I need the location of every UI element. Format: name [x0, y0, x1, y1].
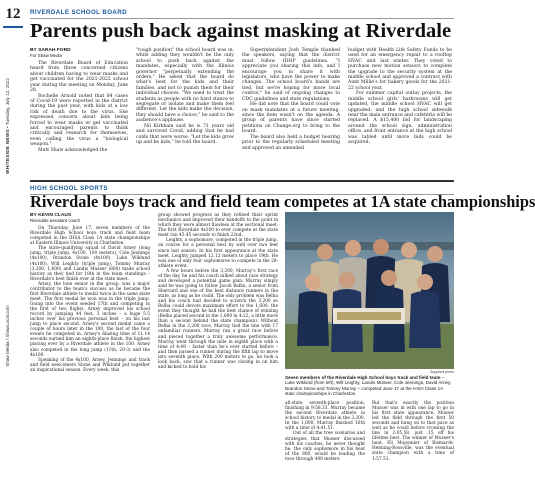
- story2-paragraph: all-state seventh-place position, finishing in 9:58.33. Murray became the second Riverdale athlete in school history to medal in the 3,200. In the 1,600, Murray finished 16th with a time of 4:41.51.: [285, 401, 365, 432]
- story1-paragraph: Superintendent Josh Temple thanked the speakers, saying that the district must follow IDHP guidelines. "I appreciate you sharing this info, and I encourage you to share it with legislators, who have the power to make changes. The school board's hands are tied, but we're hoping for more local control," he said of ongoing changes to CDC guidelines and state regulations.: [242, 48, 340, 102]
- story1-paragraph: "tough position" the school board was in, while adding they wouldn't be the only school to push back against the mandates, especially with the Illinois governor "perpetually extending the orders." He asked that the board do what's best for the kids and their families, and not to punish them for their individual choices. "We need to treat the students as people with no hard stance to segregate or isolate and make them feel different. Let the kids make the decision, they should have a choice," he said to the audience's applause.: [136, 48, 234, 124]
- team-photo-image: [285, 212, 454, 369]
- story2-byline: BY KEVIN CLAUS: [30, 213, 72, 218]
- story2-paragraph: Leighty, a sophomore, competed in the triple jump, on course for a personal best by well over two feet since last season. In his first appearance at the state meet, Leighty jumped 12.12 meters to place 19th. He was one of only four sophomores to compete in the 28-athlete event.: [158, 238, 278, 269]
- story2-headline: Riverdale boys track and field team competes at 1A state championships: [30, 192, 535, 211]
- story1-paragraph: Matt Shaw acknowledged the: [38, 147, 108, 153]
- team-photo: [285, 212, 454, 369]
- story1-paragraph: For summer capital outlay projects, the middle school girls' bathrooms will get updated, the middle school HVAC will get upgraded, and the high school sidewalk near the main entrance and cafeteria will be replaced. A $15,400 bid for landscaping around the school sign, administration office, and front entrance at the high school was tabled until more bids could be acquired.: [348, 91, 452, 146]
- story2-paragraph: But that's exactly the position Musser was in with one lap to go in his first state appearance. Musser led the field through the first 50 seconds and hung on to that pace as well as he could before crossing the line in 2:05.58, just .15 off his lifetime best. The winner of Musser's heat, Eli Mojonnier of Bismarck-Henning-Rossville, was the eventual state champion with a time of 1:57.51.: [372, 401, 454, 462]
- story1-paragraph: He did note that the board could vote on mask mandates at a future meeting, since the item wasn't on the agenda. A group of parents have since started petitions on Change.org to bring to the board.: [242, 102, 340, 135]
- page-number-rule: [3, 26, 23, 28]
- story2-byline-staff: Riverdale assistant coach: [30, 218, 81, 223]
- story2-paragraph: A few hours before the 3,200, Murray's first race of the day, he and his coach talked about race strategy and developed a potential game plan. Murray simply said he was going to follow Jacob Belha, a senior from Sherrard and one of the best distance runners in the state, as long as he could. The only problem was Belha and his coach had decided to scratch the 3,200 so Belha could devote maximum effort to the 1,600, the event they thought he had the best chance of winning (Belha placed second in the 1,600 in 4:22, a little more than a second behind the state champion). Without Belha in the 3,200 race, Murray tied the line with 17 unfamiliar runners. Murray ran a great race before and pieced together a truly awesome performance. Murray went through the mile in eighth place with a time of 4:49 – faster than he's ever started before – and then passed a runner during the fifth lap to move into seventh place. With 200 meters to go, he took a look back, saw that a runner was closing in on him and kicked to hold his: [158, 268, 278, 370]
- story1-byline-staff: For Shaw Media: [30, 53, 62, 58]
- story1-headline: Parents push back against masking at Riverdale: [30, 20, 452, 42]
- story1-paragraph: The board also held a budget hearing prior to the regularly scheduled meeting and approved an amended: [242, 134, 340, 151]
- caption-rest: – Luke Wiklund (from left), Will Leighty, Landis Musser, Cole Jennings, David Arney, Brandon Stone and Tommy Murray – competed June 17 at the IHSA Class 1A state championships in Charleston.: [285, 375, 452, 397]
- sidebar-web: Shaw Media / ShawLocal.com: [5, 305, 10, 367]
- story2-paragraph: On Thursday, June 17, seven members of the Riverdale High School boys track and field team competed in the IHSA Class 1A state championships at Eastern Illinois University in Charleston.: [30, 226, 150, 247]
- photo-caption: [285, 375, 454, 397]
- section-tag: WHITESIDE NEWS: [5, 129, 10, 174]
- story1-byline: BY SARAH FORD: [30, 48, 71, 53]
- story2-paragraph: group showed progress as they refined their sprint mechanics and improved their handoffs to the point in which they were almost flawless at the sectional meet. The first Riverdale 4x100 to ever compete at the state meet ran 45.45 seconds to finish 22nd.: [158, 213, 278, 239]
- story2-paragraph: Out of all the tree scenarios and strategies that Musser discussed with his coaches, he never thought he, the only sophomore in his heat of the 800, would be leading the race through 400 meters.: [285, 431, 365, 462]
- story1-column-2: [136, 48, 234, 146]
- story1-column-3: [242, 48, 340, 151]
- story1-column-1: [30, 48, 128, 153]
- story2-column-3: [285, 401, 365, 462]
- date-line: Tuesday, July 12, 2022: [5, 78, 10, 126]
- caption-lead: Seven members of the Riverdale High School boys track and field team: [285, 375, 441, 380]
- story1-kicker: RIVERDALE SCHOOL BOARD: [30, 9, 454, 19]
- story2-column-4: [372, 401, 454, 462]
- story2-column-1: [30, 213, 150, 373]
- page-sidebar: [0, 0, 26, 480]
- story1-paragraph: budget with Health Life Safety Funds to be used for an emergency repair to a rooftop HVAC unit last winter. They voted to purchase new motion sensors to complete the upgrade to the security system at the middle school and approved a contract with Aunt Millie's for bakery goods for the 2021-22 school year.: [348, 48, 452, 91]
- page-number: 12: [5, 6, 21, 22]
- story1-paragraph: The Riverdale Board of Education heard from three concerned citizens about children having to wear masks and get vaccinated for the 2021-2022 school year during the meeting on Monday, June 28.: [30, 61, 128, 94]
- sidebar-separator: •: [5, 125, 10, 128]
- story2-kicker: HIGH SCHOOL SPORTS: [30, 180, 454, 195]
- story1-column-4: [348, 48, 452, 146]
- story1-paragraph: Rochelle Arnold noted that 84 cases of Covid-19 were reported in the district during the past year, with kids at a low risk of death due to the virus. She expressed concern about kids being forced to wear masks or get vaccinated and encouraged parents to think critically and research for themselves, even calling the virus a "biological weapon.": [30, 93, 128, 148]
- sidebar-section-date: [5, 51, 17, 201]
- story2-paragraph: The state-qualifying squad of David Arney (long jump, triple jump, 4x100, 100 meters), Cole Jennings (4x100), Brandon Stone (4x100), Luke Wiklund (4x100), Will Leighty (triple jump), Tommy Murray (3,200, 1,600) and Landis Musser (800) made school history as they tied for 18th in the team standings – Riverdale's best finish ever at the state meet.: [30, 246, 150, 282]
- story2-paragraph: Speaking of the 4x100, Arney, Jennings and track and field newcomers Stone and Wiklund put together an inspirational season. Every week, this: [30, 357, 150, 373]
- story2-paragraph: Arney, the lone senior in the group, was a major contributor to the team's success as he became the first Riverdale athlete to medal twice in the same state meet. The first medal he won was in the triple jump. Going into the event seeded 17th and competing in the first of two flights, Arney improved his school record by jumping 44 feet, 3 inches – a huge 5.5 inches over his previous personal best – on his last jump to place second. Arney's second medal came a couple of hours later in the 100, the last of the four events he competed in. Arney's blazing time of 11.14 seconds earned him an eighth-place finish, the highest placing ever by a Riverdale athlete in the 100. Arney also competed in the long jump (11th, 20-3) and the 4x100.: [30, 281, 150, 358]
- story1-paragraph: Nil Kirkham said he is 71 years old and survived Covid, adding that he had colds that were worse. "Let the kids grow up and be kids," he told the board.: [136, 123, 234, 146]
- story2-column-2: [158, 213, 278, 370]
- photo-credit: Supplied photo: [430, 370, 454, 374]
